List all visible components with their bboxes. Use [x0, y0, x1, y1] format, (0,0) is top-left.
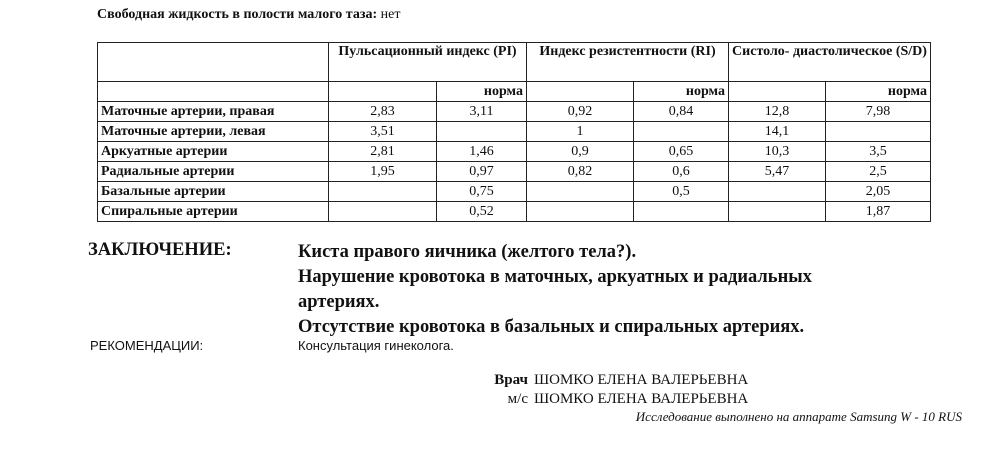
row-label: Базальные артерии — [98, 182, 329, 202]
header-empty — [98, 43, 329, 82]
table-norm-row — [98, 82, 931, 102]
sd-norm: 2,5 — [826, 162, 931, 182]
sd-value: 5,47 — [729, 162, 826, 182]
sd-norm-subheader: норма — [826, 82, 931, 102]
table-row — [98, 142, 931, 162]
ri-norm: 0,65 — [634, 142, 729, 162]
doppler-table — [97, 42, 931, 222]
ri-value-subheader — [527, 82, 634, 102]
ri-value: 0,92 — [527, 102, 634, 122]
device-note: Исследование выполнено на аппарате Samsung W - 10 RUS — [635, 409, 962, 424]
sd-value: 12,8 — [729, 102, 826, 122]
ri-value: 0,9 — [527, 142, 634, 162]
row-label: Аркуатные артерии — [98, 142, 329, 162]
free-fluid-line — [97, 7, 400, 23]
pi-norm: 0,75 — [437, 182, 527, 202]
ri-value — [527, 182, 634, 202]
doctor-role: Врач — [494, 372, 528, 388]
row-label: Спиральные артерии — [98, 202, 329, 222]
ri-value: 0,82 — [527, 162, 634, 182]
ri-value: 1 — [527, 122, 634, 142]
sd-norm: 1,87 — [826, 202, 931, 222]
sd-value — [729, 182, 826, 202]
header-sd: Систоло- диастолическое (S/D) — [729, 43, 931, 82]
sd-norm: 7,98 — [826, 102, 931, 122]
row-label: Маточные артерии, левая — [98, 122, 329, 142]
conclusion-line: Нарушение кровотока в маточных, аркуатных и радиальных артериях. — [298, 267, 812, 312]
table-row — [98, 162, 931, 182]
norm-row-empty — [98, 82, 329, 102]
conclusion-text — [298, 240, 878, 340]
pi-value: 1,95 — [329, 162, 437, 182]
ri-norm — [634, 122, 729, 142]
row-label: Радиальные артерии — [98, 162, 329, 182]
header-pi: Пульсационный индекс (PI) — [329, 43, 527, 82]
pi-norm-subheader: норма — [437, 82, 527, 102]
conclusion-line: Отсутствие кровотока в базальных и спиральных артериях. — [298, 317, 805, 337]
sd-norm — [826, 122, 931, 142]
table-header-row — [98, 43, 931, 82]
sd-value — [729, 202, 826, 222]
free-fluid-value: нет — [380, 7, 401, 22]
conclusion-label: ЗАКЛЮЧЕНИЕ: — [88, 240, 232, 260]
sd-value: 10,3 — [729, 142, 826, 162]
table-row — [98, 122, 931, 142]
doctor-name: ШОМКО ЕЛЕНА ВАЛЕРЬЕВНА — [534, 372, 749, 388]
pi-value-subheader — [329, 82, 437, 102]
sd-value: 14,1 — [729, 122, 826, 142]
nurse-signature — [490, 391, 748, 408]
row-label: Маточные артерии, правая — [98, 102, 329, 122]
table-row — [98, 182, 931, 202]
pi-norm: 3,11 — [437, 102, 527, 122]
ri-norm: 0,6 — [634, 162, 729, 182]
doctor-signature — [490, 372, 748, 389]
sd-value-subheader — [729, 82, 826, 102]
pi-value: 2,81 — [329, 142, 437, 162]
pi-value — [329, 182, 437, 202]
ri-value — [527, 202, 634, 222]
pi-value: 3,51 — [329, 122, 437, 142]
pi-norm: 0,97 — [437, 162, 527, 182]
conclusion-line: Киста правого яичника (желтого тела?). — [298, 242, 637, 262]
recommendations-text: Консультация гинеколога. — [298, 338, 454, 353]
pi-norm: 0,52 — [437, 202, 527, 222]
nurse-name: ШОМКО ЕЛЕНА ВАЛЕРЬЕВНА — [534, 391, 749, 407]
pi-value — [329, 202, 437, 222]
sd-norm: 3,5 — [826, 142, 931, 162]
free-fluid-label: Свободная жидкость в полости малого таза: — [97, 7, 378, 22]
table-row — [98, 102, 931, 122]
ri-norm — [634, 202, 729, 222]
ri-norm: 0,5 — [634, 182, 729, 202]
pi-norm — [437, 122, 527, 142]
pi-norm: 1,46 — [437, 142, 527, 162]
ri-norm: 0,84 — [634, 102, 729, 122]
pi-value: 2,83 — [329, 102, 437, 122]
table-row — [98, 202, 931, 222]
header-ri: Индекс резистентности (RI) — [527, 43, 729, 82]
sd-norm: 2,05 — [826, 182, 931, 202]
ri-norm-subheader: норма — [634, 82, 729, 102]
nurse-role: м/с — [507, 391, 528, 407]
recommendations-label: РЕКОМЕНДАЦИИ: — [90, 338, 204, 353]
